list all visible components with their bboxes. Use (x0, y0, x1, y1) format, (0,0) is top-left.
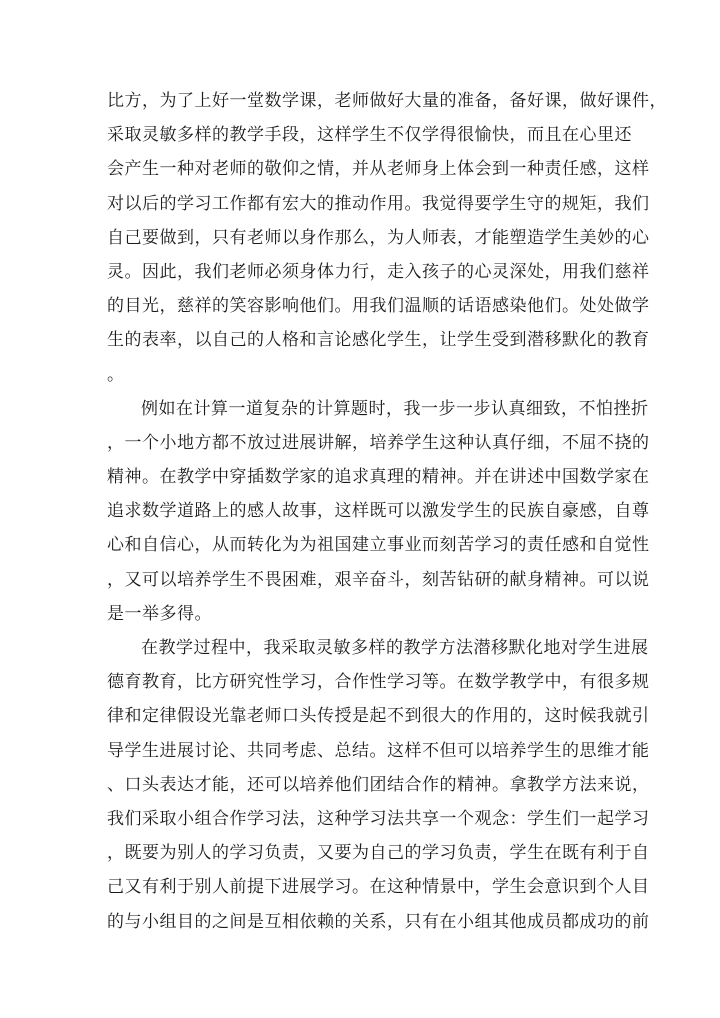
text-line: 在教学过程中，我采取灵敏多样的教学方法潜移默化地对学生进展 (141, 638, 649, 658)
text-line: 导学生进展讨论、共同考虑、总结。这样不但可以培养学生的思维才能 (107, 740, 650, 761)
text-line: 律和定律假设光靠老师口头传授是起不到很大的作用的，这时候我就引 (107, 706, 650, 727)
text-line: 德育教育，比方研究性学习，合作性学习等。在数学教学中，有很多规 (107, 672, 650, 693)
text-line: 自己要做到，只有老师以身作那么，为人师表，才能塑造学生美妙的心 (107, 227, 650, 248)
paragraph-2 (107, 392, 650, 631)
text-line: 我们采取小组合作学习法，这种学习法共享一个观念：学生们一起学习 (107, 808, 650, 829)
text-line: 是一举多得。 (107, 603, 212, 624)
text-line: 的与小组目的之间是互相依赖的关系，只有在小组其他成员都成功的前 (107, 911, 650, 932)
paragraph-3 (107, 631, 650, 939)
text-line: 心和自信心，从而转化为为祖国建立事业而刻苦学习的责任感和自觉性 (107, 535, 650, 556)
text-line: 。 (107, 364, 125, 385)
text-line: 灵。因此，我们老师必须身体力行，走入孩子的心灵深处，用我们慈祥 (107, 261, 650, 282)
text-line: 精神。在教学中穿插数学家的追求真理的精神。并在讲述中国数学家在 (107, 467, 650, 488)
text-line: 对以后的学习工作都有宏大的推动作用。我觉得要学生守的规矩，我们 (107, 193, 650, 214)
text-line: ，又可以培养学生不畏困难，艰辛奋斗，刻苦钻研的献身精神。可以说 (107, 569, 650, 590)
text-line: ，既要为别人的学习负责，又要为自己的学习负责，学生在既有利于自 (107, 843, 650, 864)
text-line: 的目光，慈祥的笑容影响他们。用我们温顺的话语感染他们。处处做学 (107, 296, 650, 317)
text-line: 例如在计算一道复杂的计算题时，我一步一步认真细致，不怕挫折 (141, 398, 649, 419)
text-line: 生的表率，以自己的人格和言论感化学生，让学生受到潜移默化的教育 (107, 330, 650, 351)
document-body (107, 84, 667, 939)
text-line: 会产生一种对老师的敬仰之情，并从老师身上体会到一种责任感，这样 (107, 159, 650, 180)
paragraph-1 (107, 84, 667, 392)
text-line: 己又有利于别人前提下进展学习。在这种情景中，学生会意识到个人目 (107, 877, 650, 898)
text-line: ，一个小地方都不放过进展讲解，培养学生这种认真仔细，不屈不挠的 (107, 432, 650, 453)
text-line: 采取灵敏多样的教学手段，这样学生不仅学得很愉快，而且在心里还 (107, 125, 632, 146)
text-line: 比方，为了上好一堂数学课，老师做好大量的准备，备好课，做好课件， (107, 91, 667, 111)
text-line: 追求数学道路上的感人故事，这样既可以激发学生的民族自豪感，自尊 (107, 501, 650, 522)
text-line: 、口头表达才能，还可以培养他们团结合作的精神。拿教学方法来说， (107, 774, 650, 795)
